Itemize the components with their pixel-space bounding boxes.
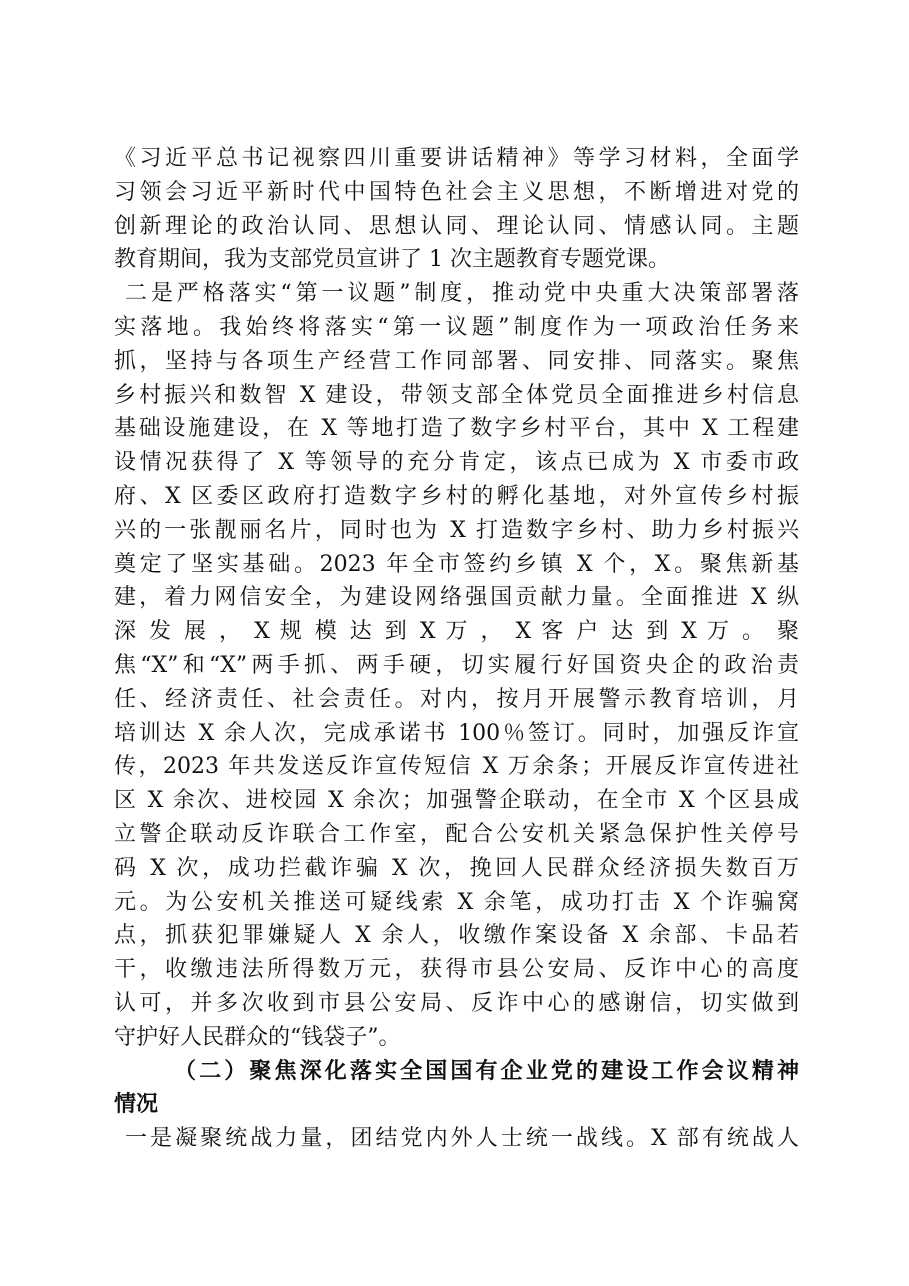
body-line: 任、经济责任、社会责任。对内，按月开展警示教育培训，月 — [114, 686, 799, 712]
body-line: 《习近平总书记视察四川重要讲话精神》等学习材料，全面学 — [114, 146, 799, 171]
body-line: 一是凝聚统战力量，团结党内外人士统一战线。X 部有统战人 — [125, 1126, 799, 1152]
body-line: 抓，坚持与各项生产经营工作同部署、同安排、同落实。聚焦 — [114, 348, 799, 374]
body-line: 区 X 余次、进校园 X 余次；加强警企联动，在全市 X 个区县成 — [114, 788, 799, 814]
body-line: 兴的一张靓丽名片，同时也为 X 打造数字乡村、助力乡村振兴 — [114, 517, 799, 543]
section-heading: （二）聚焦深化落实全国国有企业党的建设工作会议精神 — [174, 1057, 799, 1084]
body-line: 培训达 X 余人次，完成承诺书 100％签订。同时，加强反诈宣 — [114, 720, 799, 746]
body-line: 传，2023 年共发送反诈宣传短信 X 万余条；开展反诈宣传进社 — [114, 754, 799, 780]
body-line: 守护好人民群众的“钱袋子”。 — [114, 1024, 401, 1050]
body-line: 认可，并多次收到市县公安局、反诈中心的感谢信，切实做到 — [114, 990, 799, 1016]
body-line: 创新理论的政治认同、思想认同、理论认同、情感认同。主题 — [114, 213, 799, 239]
body-line: 基础设施建设，在 X 等地打造了数字乡村平台，其中 X 工程建 — [114, 416, 799, 442]
body-line: 实落地。我始终将落实“第一议题”制度作为一项政治任务来 — [114, 314, 799, 340]
body-line: 设情况获得了 X 等领导的充分肯定，该点已成为 X 市委市政 — [114, 450, 799, 476]
body-line: 干，收缴违法所得数万元，获得市县公安局、反诈中心的高度 — [114, 957, 799, 983]
body-line: 码 X 次，成功拦截诈骗 X 次，挽回人民群众经济损失数百万 — [114, 855, 799, 881]
body-line: 立警企联动反诈联合工作室，配合公安机关紧急保护性关停号 — [114, 821, 799, 847]
body-line: 二是严格落实“第一议题”制度，推动党中央重大决策部署落 — [125, 281, 799, 307]
body-line: 习领会习近平新时代中国特色社会主义思想，不断增进对党的 — [114, 179, 799, 205]
body-line: 元。为公安机关推送可疑线索 X 余笔，成功打击 X 个诈骗窝 — [114, 889, 799, 915]
section-heading-continuation: 情况 — [114, 1091, 159, 1118]
body-line: 深 发 展 ， X 规 模 达 到 X 万 ， X 客 户 达 到 X 万 。 聚 — [114, 619, 799, 645]
body-line: 教育期间，我为支部党员宣讲了 1 次主题教育专题党课。 — [114, 247, 670, 273]
document-body — [114, 142, 799, 1156]
body-line: 奠定了坚实基础。2023 年全市签约乡镇 X 个，X。聚焦新基 — [114, 551, 799, 577]
body-line: 焦“X”和“X”两手抓、两手硬，切实履行好国资央企的政治责 — [114, 652, 799, 678]
body-line: 点，抓获犯罪嫌疑人 X 余人，收缴作案设备 X 余部、卡品若 — [114, 923, 799, 949]
body-line: 建，着力网信安全，为建设网络强国贡献力量。全面推进 X 纵 — [114, 585, 799, 611]
body-line: 乡村振兴和数智 X 建设，带领支部全体党员全面推进乡村信息 — [114, 382, 799, 408]
body-line: 府、X 区委区政府打造数字乡村的孵化基地，对外宣传乡村振 — [114, 483, 799, 509]
